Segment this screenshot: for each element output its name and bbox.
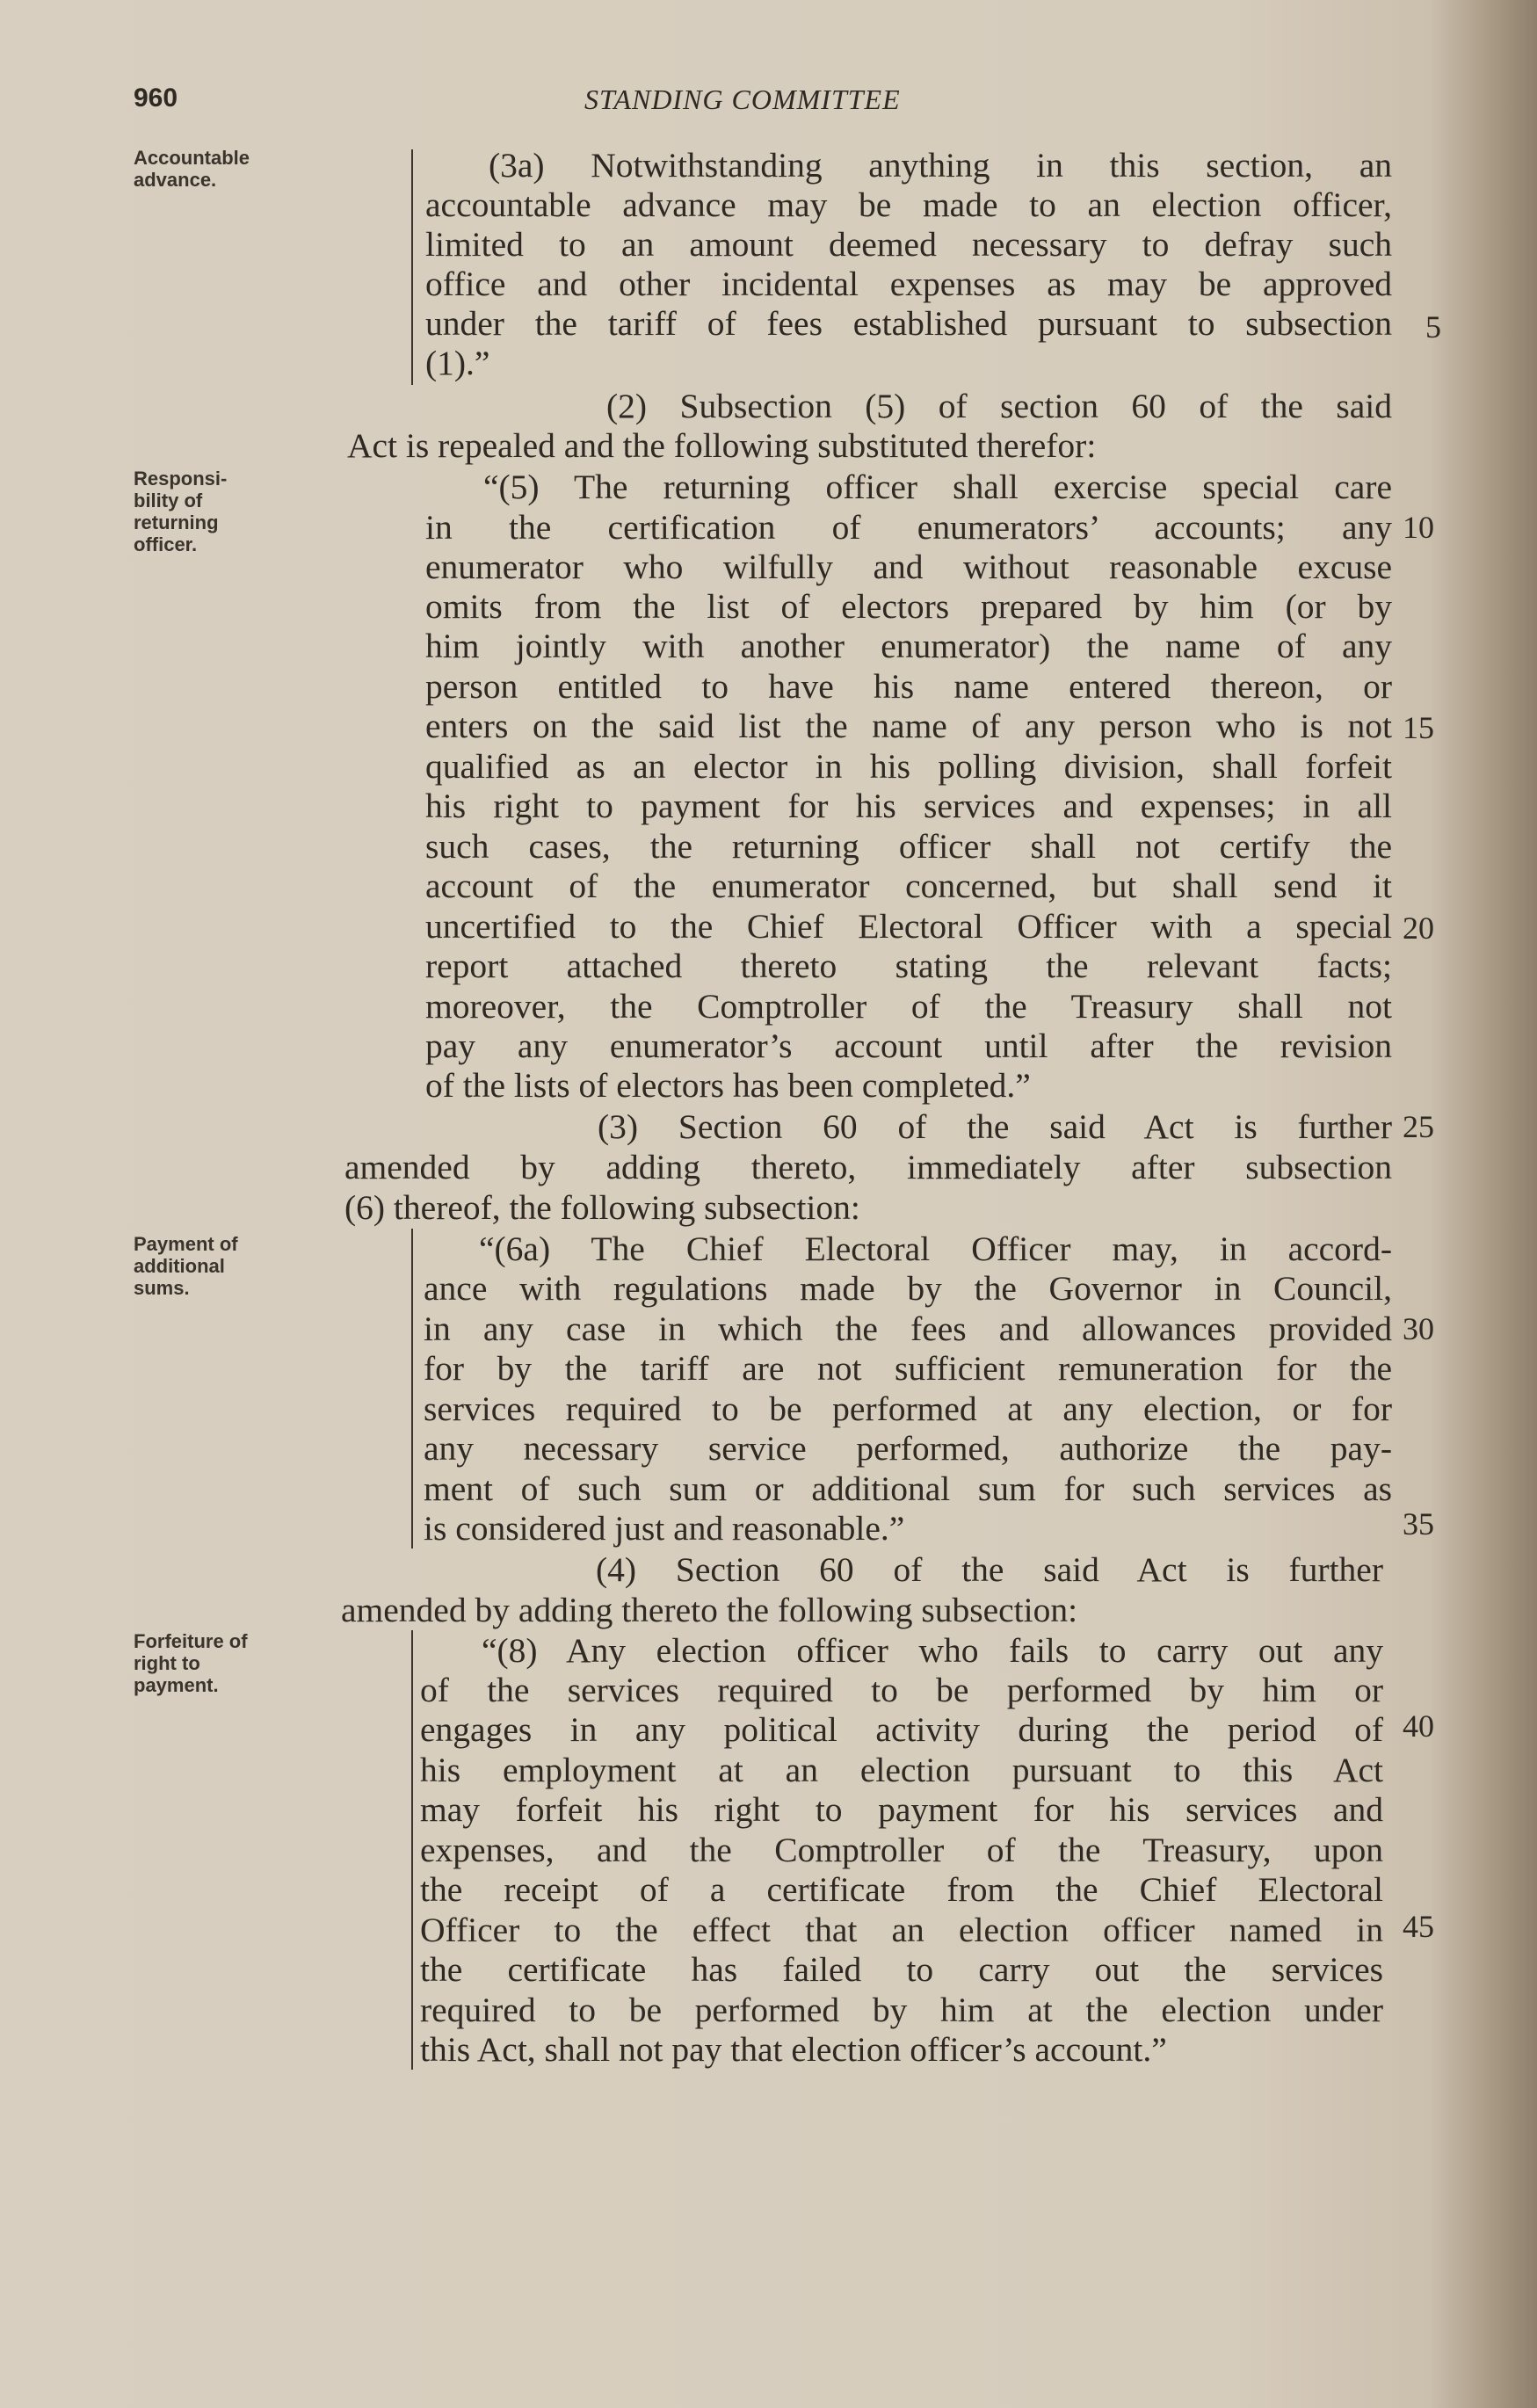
text-line: (6) thereof, the following subsection: — [344, 1188, 860, 1227]
text-line: the certificate has failed to carry out the services — [420, 1950, 1383, 1989]
text-line: his right to payment for his services and expenses; in all — [425, 787, 1392, 825]
text-line: his employment at an election pursuant to this Act — [420, 1751, 1383, 1789]
text-line: of the services required to be performed by him or — [420, 1671, 1383, 1709]
margin-note-text: Responsi- bility of returning officer. — [134, 468, 228, 555]
text-line: amended by adding thereto, immediately after subsection — [344, 1148, 1392, 1186]
line-number: 40 — [1403, 1708, 1434, 1744]
line-number: 5 — [1425, 309, 1441, 345]
text-line: required to be performed by him at the election under — [420, 1991, 1383, 2029]
text-line: (3a) Notwithstanding anything in this section, an — [489, 146, 1392, 185]
line-number: 15 — [1403, 710, 1434, 745]
line-number: 25 — [1403, 1109, 1434, 1144]
text-line: of the lists of electors has been completed.” — [425, 1066, 1031, 1105]
text-line: Act is repealed and the following substituted therefor: — [347, 426, 1097, 465]
text-line: amended by adding thereto the following subsection: — [341, 1591, 1078, 1629]
text-line: services required to be performed at any election, or for — [424, 1389, 1392, 1428]
text-line: limited to an amount deemed necessary to defray such — [425, 225, 1392, 264]
text-line: in any case in which the fees and allowances provided — [424, 1309, 1392, 1348]
amendment-bar — [411, 1229, 413, 1549]
margin-note-responsibility — [134, 468, 309, 555]
amendment-bar — [411, 149, 413, 385]
running-head: STANDING COMMITTEE — [584, 83, 901, 115]
text-line: (4) Section 60 of the said Act is further — [596, 1550, 1383, 1589]
text-line: “(6a) The Chief Electoral Officer may, in accord- — [479, 1229, 1392, 1268]
margin-note-text: Payment of additional sums. — [134, 1233, 238, 1299]
text-line: engages in any political activity during the period of — [420, 1710, 1383, 1749]
text-line: pay any enumerator’s account until after the revision — [425, 1026, 1392, 1065]
text-line: ance with regulations made by the Governor in Council, — [424, 1269, 1392, 1308]
margin-note-forfeiture — [134, 1630, 309, 1696]
margin-note-payment — [134, 1233, 309, 1299]
text-line: (2) Subsection (5) of section 60 of the said — [606, 387, 1392, 425]
line-number: 20 — [1403, 910, 1434, 946]
text-line: for by the tariff are not sufficient remuneration for the — [424, 1349, 1392, 1388]
text-line: in the certification of enumerators’ accounts; any — [425, 508, 1392, 547]
text-line: any necessary service performed, authorize the pay- — [424, 1429, 1392, 1468]
line-number: 10 — [1403, 510, 1434, 545]
margin-note-accountable-advance — [134, 147, 309, 191]
text-line: (3) Section 60 of the said Act is further — [598, 1107, 1392, 1146]
text-line: (1).” — [425, 344, 490, 382]
text-line: him jointly with another enumerator) the name of any — [425, 627, 1392, 665]
text-line: person entitled to have his name entered thereon, or — [425, 667, 1392, 706]
text-line: office and other incidental expenses as may be approved — [425, 265, 1392, 303]
text-line: under the tariff of fees established pursuant to subsection — [425, 304, 1392, 343]
text-line: the receipt of a certificate from the Chief Electoral — [420, 1870, 1383, 1909]
text-line: may forfeit his right to payment for his services and — [420, 1790, 1383, 1829]
page-number: 960 — [134, 83, 178, 112]
text-line: moreover, the Comptroller of the Treasury shall not — [425, 987, 1392, 1026]
text-line: expenses, and the Comptroller of the Treasury, upon — [420, 1831, 1383, 1869]
text-line: report attached thereto stating the relevant facts; — [425, 947, 1392, 985]
text-line: this Act, shall not pay that election officer’s account.” — [420, 2030, 1167, 2069]
amendment-bar — [411, 1630, 413, 2070]
text-line: qualified as an elector in his polling division, shall forfeit — [425, 747, 1392, 786]
text-line: enters on the said list the name of any person who is not — [425, 707, 1392, 745]
text-line: “(8) Any election officer who fails to carry out any — [482, 1631, 1383, 1670]
margin-note-text: Accountable advance. — [134, 147, 250, 191]
text-line: account of the enumerator concerned, but shall send it — [425, 867, 1392, 905]
line-number: 35 — [1403, 1506, 1434, 1541]
text-line: enumerator who wilfully and without reasonable excuse — [425, 548, 1392, 586]
line-number: 45 — [1403, 1909, 1434, 1944]
text-line: accountable advance may be made to an election officer, — [425, 185, 1392, 224]
text-line: is considered just and reasonable.” — [424, 1509, 905, 1548]
text-line: Officer to the effect that an election officer named in — [420, 1911, 1383, 1949]
line-number: 30 — [1403, 1311, 1434, 1346]
text-line: uncertified to the Chief Electoral Officer with a special — [425, 907, 1392, 946]
text-line: omits from the list of electors prepared by him (or by — [425, 587, 1392, 626]
margin-note-text: Forfeiture of right to payment. — [134, 1630, 248, 1696]
text-line: ment of such sum or additional sum for such services as — [424, 1469, 1392, 1508]
page-header — [0, 83, 1537, 119]
text-line: such cases, the returning officer shall not certify the — [425, 827, 1392, 866]
text-line: “(5) The returning officer shall exercise special care — [483, 468, 1392, 506]
